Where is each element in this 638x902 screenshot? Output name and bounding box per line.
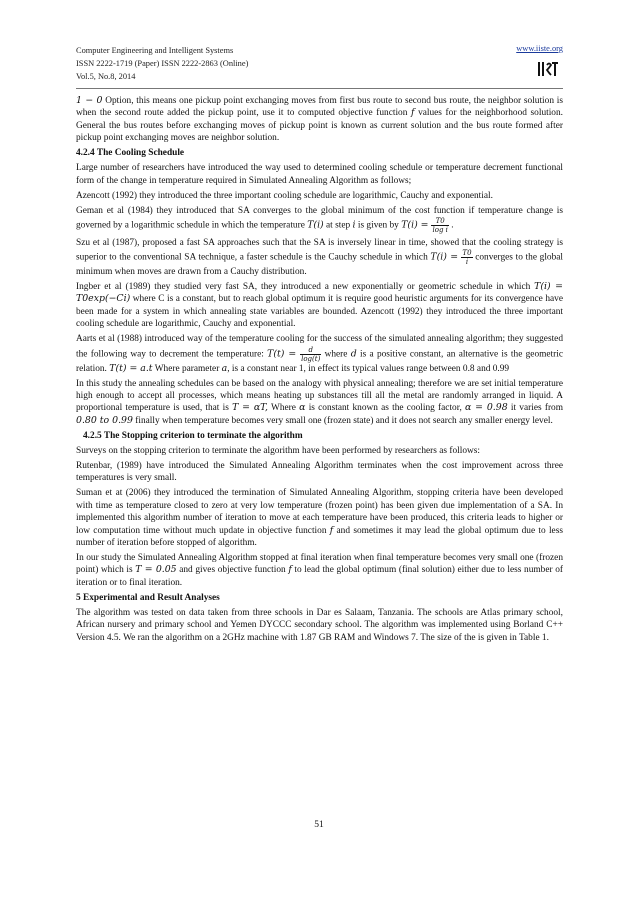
page-number: 51 <box>314 820 324 830</box>
aarts-schedule-fraction: $\frac{d}{\log(t)}$ <box>301 345 321 363</box>
cauchy-schedule-fraction: $\frac{T0}{i}$ <box>462 249 472 267</box>
paragraph-this-study: In this study the annealing schedules can be based on the analogy with physical annealing; therefore we are set initial temperature high enough to accept all processes, which means heating up substances till all the metal are randomly arranged in liquid. A proportional temperature is used, that is T = αT, Where α is constant known as the cooling factor, α = 0.98 it varies from 0.80 to 0.99 finally when temperature becomes very small one (frozen state) and it does not search any smaller energy level. <box>76 378 563 426</box>
section-heading-4-2-5: 4.2.5 The Stopping criterion to terminate the algorithm <box>76 430 303 441</box>
paragraph-experimental: The algorithm was tested on data taken from three schools in Dar es Salaam, Tanzania. The schools are Atlas primary school, African nursery and primary school and Yemen DYCCC secondary school. The algorithm was implemented using Borland C++ Version 4.5. We ran the algorithm on a 2GHz machine with 1.87 GB RAM and Windows 7. The size of the is given in Table 1. <box>76 607 563 643</box>
section-heading-5: 5 Experimental and Result Analyses <box>76 592 220 603</box>
paragraph-researchers: Large number of researchers have introduced the way used to determined cooling schedule or temperature decrement functional form of the change in temperature required in Simulated Annealing Algorithm as follows; <box>76 163 563 186</box>
journal-name: Computer Engineering and Intelligent Systems <box>76 46 234 55</box>
section-heading-4-2-4: 4.2.4 The Cooling Schedule <box>76 148 185 159</box>
paragraph-aarts: Aarts et al (1988) introduced way of the temperature cooling for the success of the simulated annealing algorithm; they suggested the following way to decrement the temperature: T(t) = $\frac{d}{\log(t)}$ where d is a positive constant, an alternative is the geometric relation. T(t) = a.t Where parameter a, is a constant near 1, in effect its typical values range between 0.8 and 0.99 <box>76 334 563 374</box>
log-schedule-fraction: $\frac{T0}{\text{log i}}$ <box>432 217 448 235</box>
article-body <box>76 95 563 647</box>
paragraph-rutenbar: Rutenbar, (1989) have introduced the Simulated Annealing Algorithm terminates when the cost improvement across three temperatures is very small. <box>76 460 563 484</box>
page-header <box>76 44 563 90</box>
iiste-logo <box>537 59 559 79</box>
paragraph-suman: Suman et at (2006) they introduced the termination of Simulated Annealing Algorithm, stopping criteria have been developed with time as temperature closed to zero at very low temperature (frozen point) has been given due implementation of a SA. In implemented this algorithm number of iteration to move at each temperature have been produced, this criteria leads to higher or low computation time without much update in objective function f and sometimes it may lead the global optimum due to less number of iteration before stopped of algorithm. <box>76 488 563 548</box>
header-rule <box>76 88 563 89</box>
paragraph-azencott: Azencott (1992) they introduced the three important cooling schedule are logarithmic, Cauchy and exponential. <box>76 190 493 201</box>
paragraph-option: 1 − 0 Option, this means one pickup point exchanging moves from first bus route to second bus route, the neighbor solution is when the second route added the pickup point, use it to computed objective function f values for the neighborhood solution. General the bus routes before exchanging moves of pickup point is known as current solution and the bus route formed after pickup point exchanging moves are neighbor solution. <box>76 95 563 144</box>
journal-url-link[interactable]: www.iiste.org <box>516 44 563 53</box>
paragraph-szu: Szu et al (1987), proposed a fast SA approaches such that the SA is inversely linear in time, showed that the cooling strategy is superior to the conventional SA technique, a faster schedule is the Cauchy schedule in which T(i) = $\frac{T0}{i}$ converges to the global minimum when moves are drawn from a Cauchy distribution. <box>76 237 563 278</box>
paragraph-ingber: Ingber et al (1989) they studied very fast SA, they introduced a new exponentially or geometric schedule in which T(i) = T0exp(−Ci) where C is a constant, but to reach global optimum it is require good heuristic arguments for its convergence have been made for a system in which annealing state variables are bounded. Azencott (1992) they introduced the three important cooling schedule are logarithmic, Cauchy and exponential. <box>76 281 563 330</box>
volume-line: Vol.5, No.8, 2014 <box>76 72 136 81</box>
issn-line: ISSN 2222-1719 (Paper) ISSN 2222-2863 (Online) <box>76 59 249 68</box>
paragraph-surveys: Surveys on the stopping criterion to terminate the algorithm have been performed by researchers as follows: <box>76 445 480 456</box>
paragraph-our-study: In our study the Simulated Annealing Algorithm stopped at final iteration when final temperature becomes very small one (frozen point) which is T = 0.05 and gives objective function f to lead the global optimum (final solution) either due to less number of iteration or to final iteration. <box>76 552 563 588</box>
paragraph-geman: Geman et al (1984) they introduced that SA converges to the global minimum of the cost function if temperature change is governed by a logarithmic schedule in which the temperature T(i) at step i is given by T(i) = $\frac{T0}{\text{log i}}$ . <box>76 205 563 235</box>
